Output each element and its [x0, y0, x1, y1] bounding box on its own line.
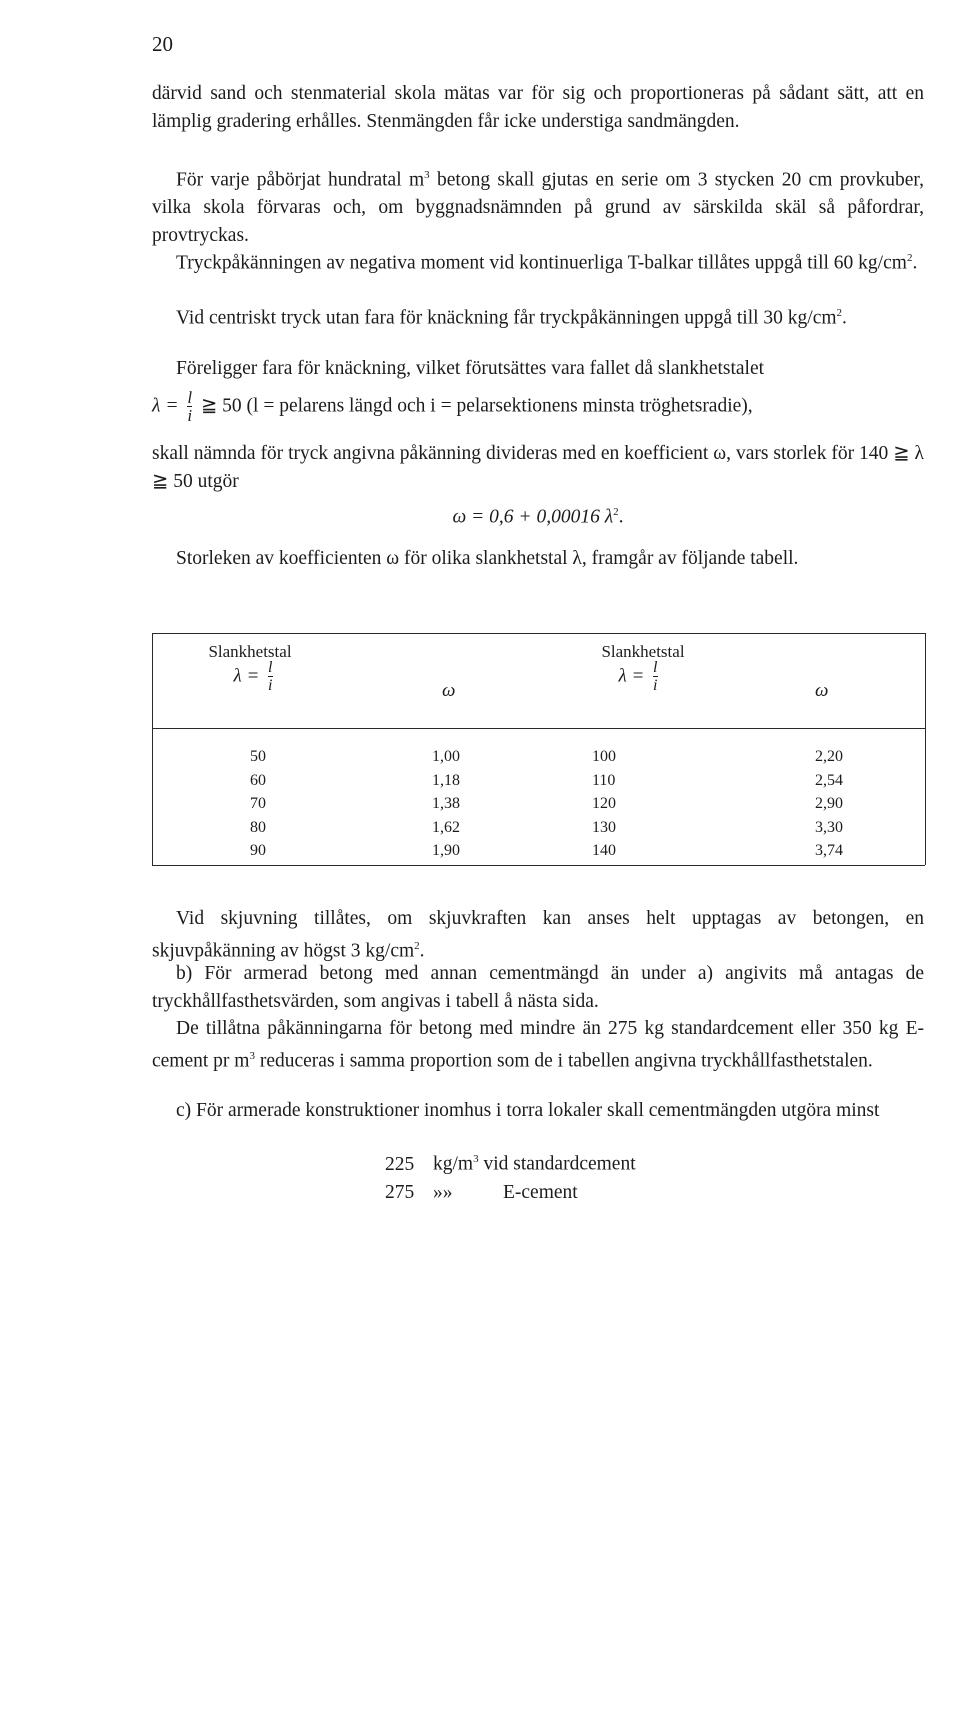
table-cell: 100	[592, 748, 616, 765]
table-cell: 50	[250, 748, 266, 765]
slenderness-definition: λ = $\frac{l}{i}$ ≧ 50 (l = pelarens längd och i = pelarsektionens minsta tröghetsradie),	[152, 388, 753, 425]
header-lambda-right: λ = $\frac{l}{i}$	[618, 659, 658, 694]
table-cell: 1,90	[432, 842, 460, 859]
table-cell: 1,62	[432, 818, 460, 836]
header-lambda-left: λ = $\frac{l}{i}$	[233, 659, 273, 694]
table-cell: 60	[250, 771, 266, 789]
paragraph-reinforced-b: b) För armerad betong med annan cementmängd än under a) angivits må antagas de tryckhållfasthetsvärden, som angivas i tabell å nästa sida.	[152, 963, 924, 1012]
column-omega-left	[432, 745, 492, 863]
column-lambda-left	[250, 745, 290, 863]
table-cell: 90	[250, 842, 266, 859]
header-omega-left: ω	[442, 680, 456, 701]
paragraph-coefficient: skall nämnda för tryck angivna påkänning divideras med en koefficient ω, vars storlek för 140 ≧ λ ≧ 50 utgör	[152, 443, 924, 492]
table-cell: 80	[250, 818, 266, 836]
paragraph-negative-moment: Tryckpåkänningen av negativa moment vid kontinuerliga T-balkar tillåtes uppgå till 60 $kg/cm^2$.	[176, 252, 918, 274]
table-cell: 1,18	[432, 771, 460, 789]
table-right-rule	[925, 633, 926, 865]
table-cell: 120	[592, 795, 616, 812]
header-omega-right: ω	[815, 680, 829, 701]
table-cell: 140	[592, 842, 616, 859]
table-cell: 130	[592, 818, 616, 836]
paragraph-test-cubes: För varje påbörjat hundratal $m^3$ betong skall gjutas en serie om 3 stycken 20 cm provkuber, vilka skola förvaras och, om byggnadsnämnden på grund av särskilda skäl så påfordrar, provtryckas.	[152, 169, 924, 246]
paragraph-table-intro: Storleken av koefficienten ω för olika slankhetstal λ, framgår av följande tabell.	[176, 548, 799, 569]
table-cell: 2,20	[815, 748, 843, 765]
table-cell: 3,74	[815, 842, 843, 859]
table-cell: 1,38	[432, 795, 460, 812]
table-header-rule	[152, 728, 925, 729]
paragraph-buckling: Föreligger fara för knäckning, vilket förutsättes vara fallet då slankhetstalet	[176, 358, 765, 379]
paragraph-centric-pressure: Vid centriskt tryck utan fara för knäckning får tryckpåkänningen uppgå till 30 $kg/cm^2$.	[176, 307, 847, 329]
table-left-rule	[152, 633, 153, 865]
page-number: 20	[152, 32, 173, 56]
table-cell: 70	[250, 795, 266, 812]
table-cell: 1,00	[432, 748, 460, 765]
cement-amounts	[385, 1145, 636, 1207]
header-slenderness-right: Slankhetstal	[601, 642, 685, 661]
table-cell: 2,90	[815, 795, 843, 812]
paragraph-reinforced-c: c) För armerade konstruktioner inomhus i torra lokaler skall cementmängden utgöra minst	[176, 1100, 880, 1121]
column-lambda-right	[592, 745, 642, 863]
table-cell: 110	[592, 771, 616, 789]
amount-row-standard: 225 $kg/m^3$ vid standardcement	[385, 1153, 636, 1175]
table-bottom-rule	[152, 865, 925, 866]
omega-formula: ω = 0,6 + 0,00016 $\lambda^2$.	[452, 506, 624, 528]
paragraph-materials: därvid sand och stenmaterial skola mätas var för sig och proportioneras på sådant sätt, att en lämplig gradering erhålles. Stenmängden får icke understiga sandmängden.	[152, 83, 924, 132]
table-cell: 3,30	[815, 818, 843, 836]
fraction-l-over-i: $\frac{l}{i}$	[187, 388, 193, 425]
table-top-rule	[152, 633, 925, 634]
table-cell: 2,54	[815, 771, 843, 789]
header-slenderness-left: Slankhetstal	[208, 642, 292, 661]
column-omega-right	[815, 745, 875, 863]
paragraph-shear: Vid skjuvning tillåtes, om skjuvkraften kan anses helt upptagas av betongen, en skjuvpåkänning av högst 3 $kg/cm^2$.	[152, 908, 924, 961]
amount-row-e-cement: 275 »» E-cement	[385, 1181, 578, 1203]
paragraph-allowed-stress: De tillåtna påkänningarna för betong med mindre än 275 kg standardcement eller 350 kg E-cement pr $m^3$ reduceras i samma proportion som de i tabellen angivna tryckhållfasthetstalen.	[152, 1018, 924, 1071]
